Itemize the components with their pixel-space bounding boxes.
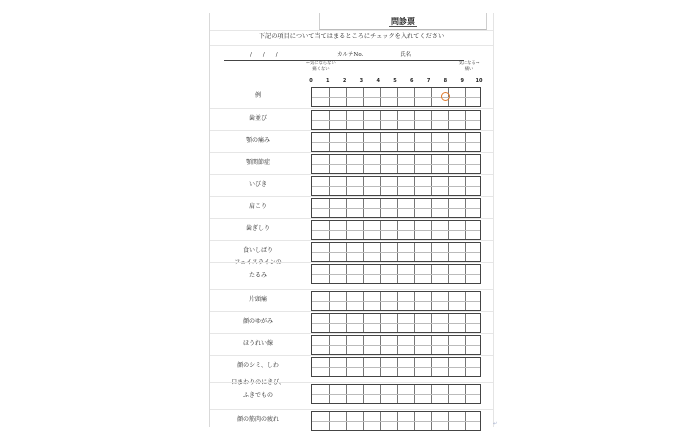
symptom-label: 顔のシミ、しわ: [237, 362, 279, 369]
symptom-row: [210, 110, 493, 130]
chart-no-label: カルテNo.: [337, 52, 364, 58]
rating-grid[interactable]: [311, 242, 481, 262]
grid-midline: [312, 252, 480, 253]
grid-midline: [312, 367, 480, 368]
rating-grid[interactable]: [311, 335, 481, 355]
scale-number: 1: [326, 78, 330, 84]
symptom-label: 食いしばり: [242, 247, 273, 254]
symptom-row: [210, 220, 493, 240]
grid-midline: [312, 97, 480, 98]
grid-midline: [312, 394, 480, 395]
grid-midline: [312, 301, 480, 302]
rating-grid[interactable]: [311, 220, 481, 240]
scale-low-sublabel: 痛くない: [312, 67, 330, 72]
example-mark-circle: [441, 92, 450, 101]
symptom-row: [210, 87, 493, 107]
rating-grid[interactable]: [311, 110, 481, 130]
grid-midline: [312, 421, 480, 422]
symptom-row: [210, 259, 493, 284]
symptom-row: [210, 154, 493, 174]
scale-number: 3: [359, 78, 364, 84]
scale-high-label: 気になる→: [458, 61, 480, 66]
scale-numbers: [311, 77, 482, 85]
symptom-row: [210, 379, 493, 404]
divider: [210, 382, 493, 383]
rating-grid[interactable]: [311, 384, 481, 404]
divider: [210, 196, 493, 197]
grid-midline: [312, 142, 480, 143]
divider: [210, 355, 493, 356]
symptom-row: [210, 132, 493, 152]
grid-midline: [312, 345, 480, 346]
divider: [210, 240, 493, 241]
grid-midline: [312, 120, 480, 121]
divider: [210, 45, 493, 46]
scale-number: 2: [342, 78, 347, 84]
divider: [210, 174, 493, 175]
patient-info-line: [224, 50, 464, 61]
divider: [210, 218, 493, 219]
rating-grid[interactable]: [311, 264, 481, 284]
form-title: [319, 13, 487, 30]
symptom-row: [210, 291, 493, 311]
rating-grid[interactable]: [311, 176, 481, 196]
symptom-row: [210, 198, 493, 218]
divider: [210, 30, 493, 31]
divider: [210, 409, 493, 410]
symptom-row: [210, 313, 493, 333]
divider: [210, 262, 493, 263]
grid-midline: [312, 208, 480, 209]
rating-grid[interactable]: [311, 198, 481, 218]
divider: [210, 152, 493, 153]
form-title-text: 問診票: [391, 16, 415, 26]
symptom-row: [210, 176, 493, 196]
symptom-label: 顎の痛み: [245, 137, 270, 144]
symptom-row: [210, 335, 493, 355]
symptom-label-line: たるみ: [248, 272, 267, 279]
scale-high-legend: [454, 61, 484, 73]
scale-low-legend: [304, 61, 338, 73]
grid-midline: [312, 230, 480, 231]
divider: [210, 289, 493, 290]
symptom-label: いびき: [248, 181, 267, 188]
grid-midline: [312, 274, 480, 275]
scale-number: 6: [410, 78, 414, 84]
questionnaire-sheet: [209, 13, 494, 427]
date-field[interactable]: / / /: [250, 52, 278, 58]
divider: [210, 333, 493, 334]
scale-number: 9: [460, 78, 464, 84]
grid-midline: [312, 164, 480, 165]
instruction-text: 下記の項目について当てはまるところにチェックを入れてください: [258, 33, 445, 40]
scale-low-label: ←気にならない: [306, 61, 336, 66]
symptom-label: 肩こり: [248, 203, 267, 210]
scale-number: 8: [443, 78, 448, 84]
rating-grid[interactable]: [311, 291, 481, 311]
symptom-label-line: フェイスラインの: [234, 259, 282, 266]
symptom-label-line: 口まわりのにきび、: [231, 379, 285, 386]
return-mark: ↵: [493, 421, 498, 427]
rating-grid[interactable]: [311, 357, 481, 377]
rating-grid[interactable]: [311, 313, 481, 333]
symptom-label: 歯並び: [248, 115, 267, 122]
grid-midline: [312, 186, 480, 187]
divider: [210, 311, 493, 312]
rating-grid[interactable]: [311, 87, 481, 107]
scale-high-sublabel: 痛い: [464, 67, 474, 72]
scale-number: 0: [309, 78, 313, 84]
symptom-label: 顔の筋肉の疲れ: [236, 416, 279, 423]
scale-number: 5: [393, 78, 397, 84]
symptom-row: [210, 357, 493, 377]
grid-midline: [312, 323, 480, 324]
rating-grid[interactable]: [311, 154, 481, 174]
symptom-label: 例: [254, 92, 261, 99]
rating-grid[interactable]: [311, 411, 481, 431]
rating-grid[interactable]: [311, 132, 481, 152]
symptom-label: 歯ぎしり: [245, 225, 270, 232]
scale-number: 7: [426, 78, 431, 84]
divider: [210, 108, 493, 109]
divider: [210, 130, 493, 131]
scale-number: 4: [376, 78, 380, 84]
symptom-label: 片頭痛: [248, 296, 267, 303]
symptom-label: ほうれい線: [242, 340, 273, 347]
symptom-label: 顎関節症: [245, 159, 270, 166]
symptom-row: [210, 411, 493, 431]
scale-number: 10: [475, 78, 483, 84]
symptom-label: 顔のゆがみ: [242, 318, 273, 325]
symptom-label-line: ふきでもの: [242, 392, 273, 399]
name-label: 氏名: [400, 52, 412, 58]
